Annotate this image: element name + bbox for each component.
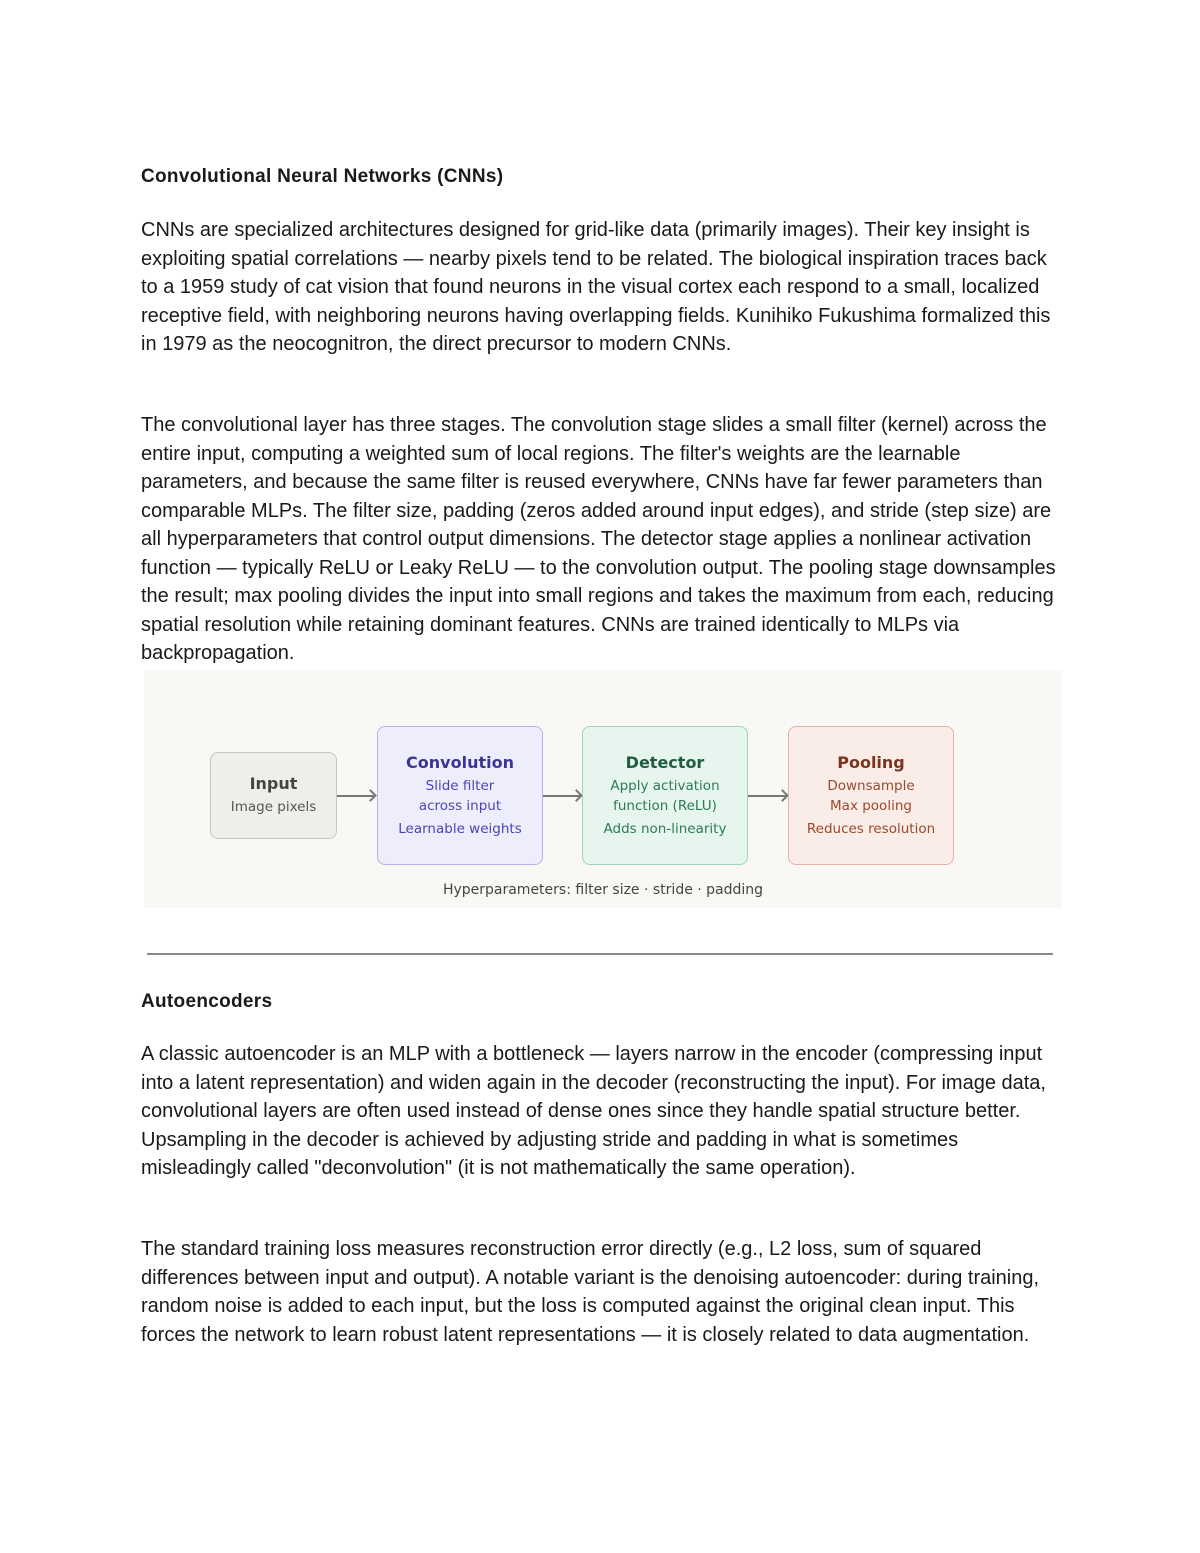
detector-line: Apply activation xyxy=(610,777,720,794)
cnn-heading: Convolutional Neural Networks (CNNs) xyxy=(141,166,504,187)
convolution-title: Convolution xyxy=(406,752,514,772)
arrow-icon xyxy=(543,795,580,797)
detector-line: function (ReLU) xyxy=(613,797,717,814)
detector-line: Adds non-linearity xyxy=(603,820,727,837)
autoencoders-paragraph-1: A classic autoencoder is an MLP with a bottleneck — layers narrow in the encoder (compressing input into a latent representation) and widen again in the decoder (reconstructing the input). For image data, convolutional layers are often used instead of dense ones since they handle spatial structure better. Upsampling in the decoder is achieved by adjusting stride and padding in what is sometimes misleadingly called "deconvolution" (it is not mathematically the same operation). xyxy=(141,1043,1046,1179)
convolution-box xyxy=(377,726,543,865)
cnn-paragraph-2: The convolutional layer has three stages. The convolution stage slides a small filter (kernel) across the entire input, computing a weighted sum of local regions. The filter's weights are the learnable parameters, and because the same filter is reused everywhere, CNNs have far fewer parameters than comparable MLPs. The filter size, padding (zeros added around input edges), and stride (step size) are all hyperparameters that control output dimensions. The detector stage applies a nonlinear activation function — typically ReLU or Leaky ReLU — to the convolution output. The pooling stage downsamples the result; max pooling divides the input into small regions and takes the maximum from each, reducing spatial resolution while retaining dominant features. CNNs are trained identically to MLPs via backpropagation. xyxy=(141,414,1056,664)
pooling-line: Max pooling xyxy=(830,797,912,814)
input-title: Input xyxy=(249,774,298,793)
diagram-caption: Hyperparameters: filter size · stride · padding xyxy=(442,882,764,898)
detector-box xyxy=(582,726,748,865)
detector-title: Detector xyxy=(625,752,705,772)
pooling-line: Downsample xyxy=(827,777,915,794)
autoencoders-paragraph-2: The standard training loss measures reconstruction error directly (e.g., L2 loss, sum of squared differences between input and output). A notable variant is the denoising autoencoder: during training, random noise is added to each input, but the loss is computed against the original clean input. This forces the network to learn robust latent representations — it is closely related to data augmentation. xyxy=(141,1238,1040,1346)
convolution-line: across input xyxy=(418,797,502,814)
autoencoders-heading: Autoencoders xyxy=(141,991,273,1012)
section-divider xyxy=(147,953,1053,955)
pooling-line: Reduces resolution xyxy=(806,820,936,837)
convolution-line: Learnable weights xyxy=(398,820,522,837)
input-box xyxy=(210,752,337,839)
convolution-line: Slide filter xyxy=(425,777,495,794)
cnn-paragraph-1: CNNs are specialized architectures designed for grid-like data (primarily images). Their key insight is exploiting spatial correlations — nearby pixels tend to be related. The biological inspiration traces back to a 1959 study of cat vision that found neurons in the visual cortex each respond to a small, localized receptive field, with neighboring neurons having overlapping fields. Kunihiko Fukushima formalized this in 1979 as the neocognitron, the direct precursor to modern CNNs. xyxy=(141,219,1051,355)
arrow-icon xyxy=(337,795,374,797)
input-line: Image pixels xyxy=(230,799,317,815)
pooling-box xyxy=(788,726,954,865)
pooling-title: Pooling xyxy=(837,752,905,772)
arrow-icon xyxy=(748,795,786,797)
cnn-layer-diagram xyxy=(144,670,1062,908)
